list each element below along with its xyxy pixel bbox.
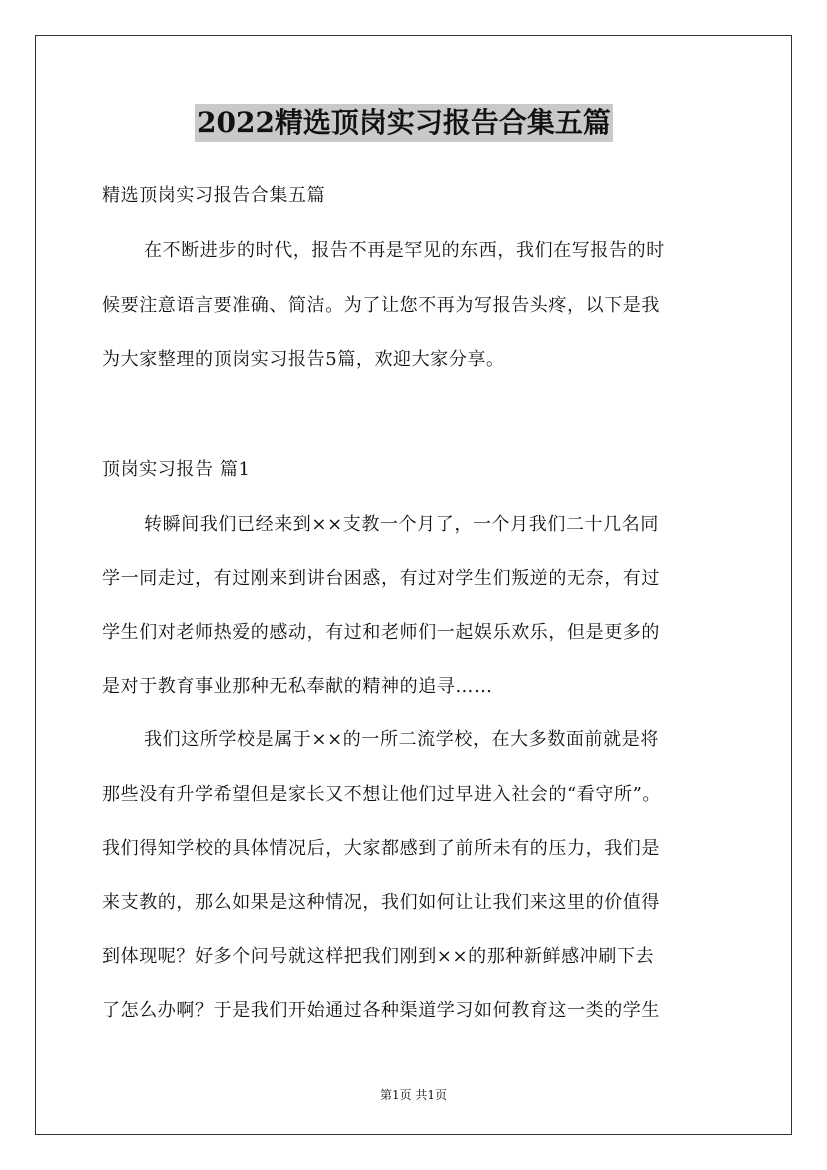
- para1-line-3: 学生们对老师热爱的感动，有过和老师们一起娱乐欢乐，但是更多的: [102, 622, 660, 643]
- intro-line-1: 在不断进步的时代，报告不再是罕见的东西，我们在写报告的时: [144, 240, 665, 261]
- para2-line-6: 了怎么办啊？于是我们开始通过各种渠道学习如何教育这一类的学生: [102, 1000, 660, 1021]
- para2-line-2: 那些没有升学希望但是家长又不想让他们过早进入社会的“看守所”。: [102, 784, 662, 805]
- page-footer: 第1页 共1页: [379, 1088, 448, 1102]
- intro-line-3: 为大家整理的顶岗实习报告5篇，欢迎大家分享。: [102, 349, 505, 370]
- document-subtitle: 精选顶岗实习报告合集五篇: [102, 185, 326, 206]
- document-title: 2022精选顶岗实习报告合集五篇: [195, 104, 613, 142]
- intro-line-2: 候要注意语言要准确、简洁。为了让您不再为写报告头疼，以下是我: [102, 295, 660, 316]
- para1-line-1: 转瞬间我们已经来到××支教一个月了，一个月我们二十几名同: [144, 514, 659, 535]
- para2-line-1: 我们这所学校是属于××的一所二流学校，在大多数面前就是将: [144, 729, 659, 750]
- para2-line-5: 到体现呢？好多个问号就这样把我们刚到××的那种新鲜感冲刷下去: [102, 946, 655, 967]
- section-heading: 顶岗实习报告 篇1: [102, 459, 251, 480]
- para2-line-3: 我们得知学校的具体情况后，大家都感到了前所未有的压力，我们是: [102, 838, 660, 859]
- para1-line-4: 是对于教育事业那种无私奉献的精神的追寻……: [102, 676, 493, 697]
- para1-line-2: 学一同走过，有过刚来到讲台困惑，有过对学生们叛逆的无奈，有过: [102, 568, 660, 589]
- para2-line-4: 来支教的，那么如果是这种情况，我们如何让让我们来这里的价值得: [102, 892, 660, 913]
